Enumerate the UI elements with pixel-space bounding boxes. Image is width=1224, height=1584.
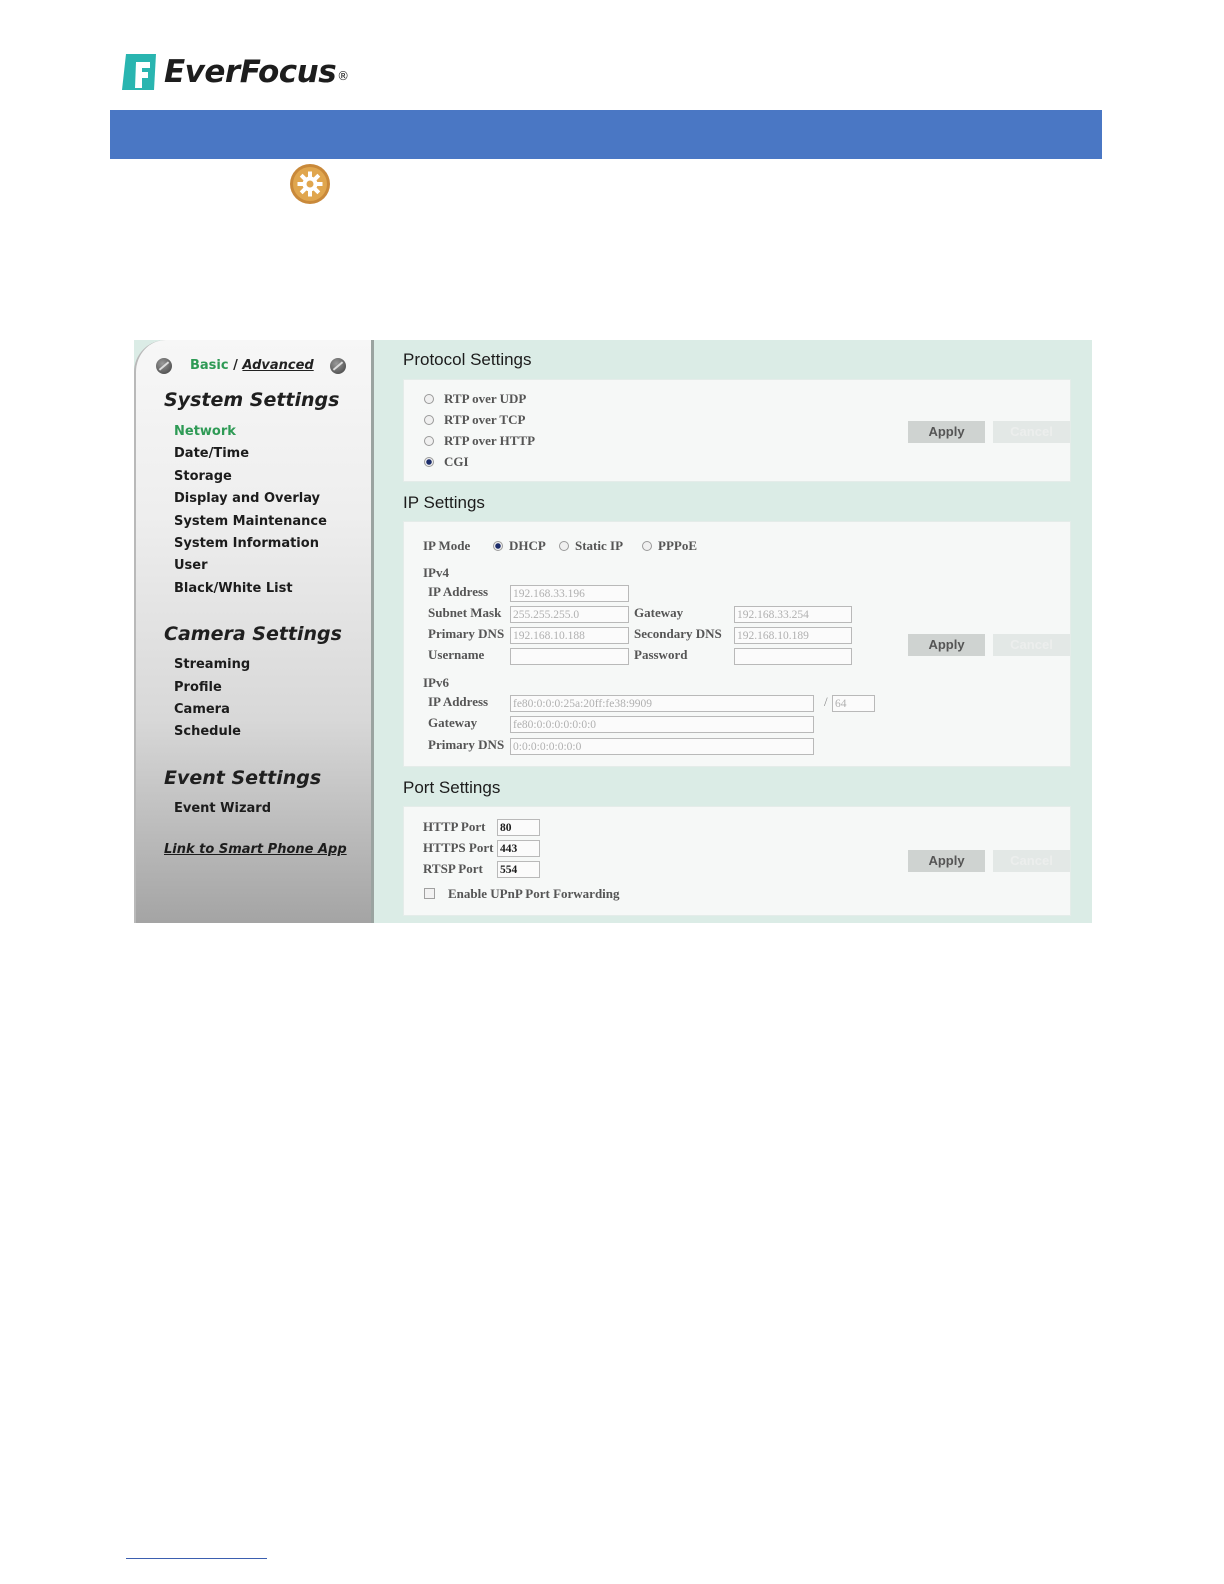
everfocus-logo [120,48,349,96]
mode-switch [156,354,352,378]
secondary-dns-label: Secondary DNS [634,626,722,641]
port-settings-panel [403,806,1071,916]
sidebar-item-schedule[interactable]: Schedule [174,724,241,739]
subnet-mask-field[interactable]: 255.255.255.0 [510,606,629,623]
sidebar-item-user[interactable]: User [174,558,208,573]
basic-mode-link[interactable]: Basic [190,358,229,373]
upnp-label: Enable UPnP Port Forwarding [448,886,620,901]
port-apply-button[interactable]: Apply [908,850,985,872]
password-label: Password [634,647,688,662]
mode-separator: / [228,358,243,373]
rtp-tcp-label: RTP over TCP [444,412,526,427]
sidebar-item-camera[interactable]: Camera [174,702,230,717]
cgi-radio[interactable] [424,457,434,467]
header-banner [110,110,1102,159]
gateway-label: Gateway [634,605,684,620]
sidebar-item-black-white-list[interactable]: Black/White List [174,581,293,596]
screw-icon [156,358,172,374]
sidebar-item-network[interactable]: Network [174,424,236,439]
ipv6-gateway-field[interactable]: fe80:0:0:0:0:0:0:0 [510,716,814,733]
rtp-http-label: RTP over HTTP [444,433,536,448]
logo-mark-icon [120,50,160,94]
cgi-label: CGI [444,454,469,469]
password-field[interactable] [734,648,852,665]
pppoe-label: PPPoE [658,538,697,553]
primary-dns-label: Primary DNS [428,626,505,641]
ip-apply-button[interactable]: Apply [908,634,985,656]
rtsp-port-label: RTSP Port [423,861,483,876]
dhcp-label: DHCP [509,538,546,553]
sidebar-item-streaming[interactable]: Streaming [174,657,251,672]
pppoe-radio[interactable] [642,541,652,551]
event-settings-heading: Event Settings [164,767,322,789]
sidebar-item-display-overlay[interactable]: Display and Overlay [174,491,321,506]
protocol-cancel-button[interactable]: Cancel [993,421,1070,443]
rtp-udp-radio[interactable] [424,394,434,404]
primary-dns-field[interactable]: 192.168.10.188 [510,627,629,644]
rtp-tcp-radio[interactable] [424,415,434,425]
rtp-udp-label: RTP over UDP [444,391,527,406]
sidebar-item-date-time[interactable]: Date/Time [174,446,250,461]
static-ip-label: Static IP [575,538,624,553]
http-port-field[interactable]: 80 [497,819,540,836]
dhcp-radio[interactable] [493,541,503,551]
ip-mode-label: IP Mode [423,538,471,553]
ipv4-ip-address-label: IP Address [428,584,489,599]
ipv6-heading: IPv6 [423,675,449,690]
secondary-dns-field[interactable]: 192.168.10.189 [734,627,852,644]
sidebar [134,340,374,923]
subnet-mask-label: Subnet Mask [428,605,502,620]
username-field[interactable] [510,648,629,665]
ip-settings-title: IP Settings [403,493,485,512]
sidebar-item-storage[interactable]: Storage [174,469,232,484]
advanced-mode-link[interactable]: Advanced [242,358,314,373]
smart-phone-app-link[interactable]: Link to Smart Phone App [164,842,347,857]
registered-mark: ® [337,69,350,83]
gateway-field[interactable]: 192.168.33.254 [734,606,852,623]
rtp-http-radio[interactable] [424,436,434,446]
username-label: Username [428,647,485,662]
protocol-settings-title: Protocol Settings [403,350,532,369]
ipv6-gateway-label: Gateway [428,715,478,730]
sidebar-item-event-wizard[interactable]: Event Wizard [174,801,272,816]
gear-icon [289,163,331,205]
https-port-label: HTTPS Port [423,840,494,855]
rtsp-port-field[interactable]: 554 [497,861,540,878]
http-port-label: HTTP Port [423,819,486,834]
mode-toggle [190,358,314,373]
footer-rule [126,1558,267,1559]
ipv4-ip-address-field[interactable]: 192.168.33.196 [510,585,629,602]
ip-cancel-button[interactable]: Cancel [993,634,1070,656]
sidebar-item-system-maintenance[interactable]: System Maintenance [174,514,327,529]
system-settings-heading: System Settings [164,389,340,411]
sidebar-item-system-information[interactable]: System Information [174,536,319,551]
ipv6-ip-address-label: IP Address [428,694,489,709]
port-settings-title: Port Settings [403,778,501,797]
static-ip-radio[interactable] [559,541,569,551]
ipv4-heading: IPv4 [423,565,449,580]
network-settings-screenshot [134,340,1092,923]
ipv6-primary-dns-field[interactable]: 0:0:0:0:0:0:0:0 [510,738,814,755]
brand-name: EverFocus [164,54,337,90]
screw-icon [330,358,346,374]
ip-settings-panel [403,521,1071,767]
prefix-separator: / [824,694,828,709]
https-port-field[interactable]: 443 [497,840,540,857]
ipv6-ip-address-field[interactable]: fe80:0:0:0:25a:20ff:fe38:9909 [510,695,814,712]
sidebar-item-profile[interactable]: Profile [174,680,222,695]
ipv6-prefix-field[interactable]: 64 [832,695,875,712]
port-cancel-button[interactable]: Cancel [993,850,1070,872]
protocol-apply-button[interactable]: Apply [908,421,985,443]
ipv6-primary-dns-label: Primary DNS [428,737,505,752]
protocol-settings-panel [403,379,1071,482]
camera-settings-heading: Camera Settings [164,623,342,645]
upnp-checkbox[interactable] [424,888,435,899]
